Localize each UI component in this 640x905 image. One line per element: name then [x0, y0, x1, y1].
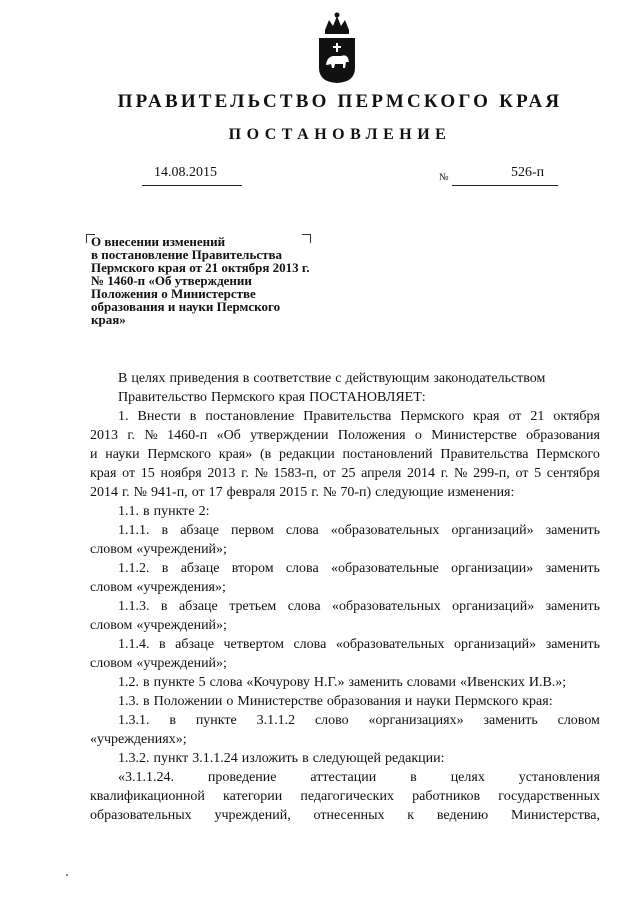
subject-line: О внесении изменений: [91, 234, 226, 249]
document-type: ПОСТАНОВЛЕНИЕ: [228, 126, 452, 143]
body-line: 1.1.3. в абзаце третьем слова «образовательных организаций» заменить: [118, 599, 600, 614]
number-sign: №: [439, 172, 449, 183]
body-line: и науки Пермского края» (в редакции постановлений Правительства Пермского: [90, 447, 600, 462]
government-title: ПРАВИТЕЛЬСТВО ПЕРМСКОГО КРАЯ: [117, 91, 563, 112]
scan-speck: [66, 874, 68, 876]
subject-line: образования и науки Пермского: [91, 299, 281, 314]
subject-heading: [91, 235, 321, 326]
document-number: 526-п: [511, 165, 545, 180]
body-line: 1.3.2. пункт 3.1.1.24 изложить в следующей редакции:: [118, 751, 445, 766]
body-line: «3.1.1.24. проведение аттестации в целях установления: [118, 770, 600, 785]
body-line: края от 15 ноября 2013 г. № 1583-п, от 25 апреля 2014 г. № 299-п, от 5 сентября: [90, 466, 600, 481]
body-line: 1. Внести в постановление Правительства Пермского края от 21 октября: [118, 409, 600, 424]
body-line: 1.3.1. в пункте 3.1.1.2 слово «организациях» заменить словом: [118, 713, 600, 728]
body-line: 2013 г. № 1460-п «Об утверждении Положения о Министерстве образования: [90, 428, 600, 443]
body-line: 1.3. в Положении о Министерстве образования и науки Пермского края:: [118, 694, 553, 709]
body-line: 1.2. в пункте 5 слова «Кочурову Н.Г.» заменить словами «Ивенских И.В.»;: [118, 675, 567, 690]
body-line: словом «учреждений»;: [90, 656, 227, 671]
body-line: словом «учреждения»;: [90, 580, 226, 595]
subject-line: в постановление Правительства: [91, 247, 283, 262]
body-line: образовательных учреждений, отнесенных к ведению Министерства,: [90, 808, 600, 823]
subject-line: Положения о Министерстве: [91, 286, 256, 301]
body-line: В целях приведения в соответствие с действующим законодательством: [118, 371, 546, 386]
body-line: 2014 г. № 941-п, от 17 февраля 2015 г. № 70-п) следующие изменения:: [90, 485, 515, 500]
body-line: словом «учреждений»;: [90, 542, 227, 557]
date-field: [142, 165, 242, 186]
body-line: словом «учреждений»;: [90, 618, 227, 633]
body-line: Правительство Пермского края ПОСТАНОВЛЯЕТ:: [118, 390, 426, 405]
body-line: 1.1.1. в абзаце первом слова «образовательных организаций» заменить: [118, 523, 600, 538]
document-date: 14.08.2015: [154, 165, 217, 180]
coat-of-arms-icon: [315, 10, 359, 84]
document-body: [90, 369, 600, 825]
body-line: квалификационной категории педагогических работников государственных: [90, 789, 600, 804]
subject-line: Пермского края от 21 октября 2013 г.: [91, 260, 310, 275]
subject-line: № 1460-п «Об утверждении: [91, 273, 252, 288]
body-line: «учреждениях»;: [90, 732, 187, 747]
body-line: 1.1.4. в абзаце четвертом слова «образовательных организаций» заменить: [118, 637, 600, 652]
subject-line: края»: [91, 312, 126, 327]
body-line: 1.1. в пункте 2:: [118, 504, 210, 519]
body-line: 1.1.2. в абзаце втором слова «образовательные организации» заменить: [118, 561, 600, 576]
number-field: [452, 165, 558, 186]
